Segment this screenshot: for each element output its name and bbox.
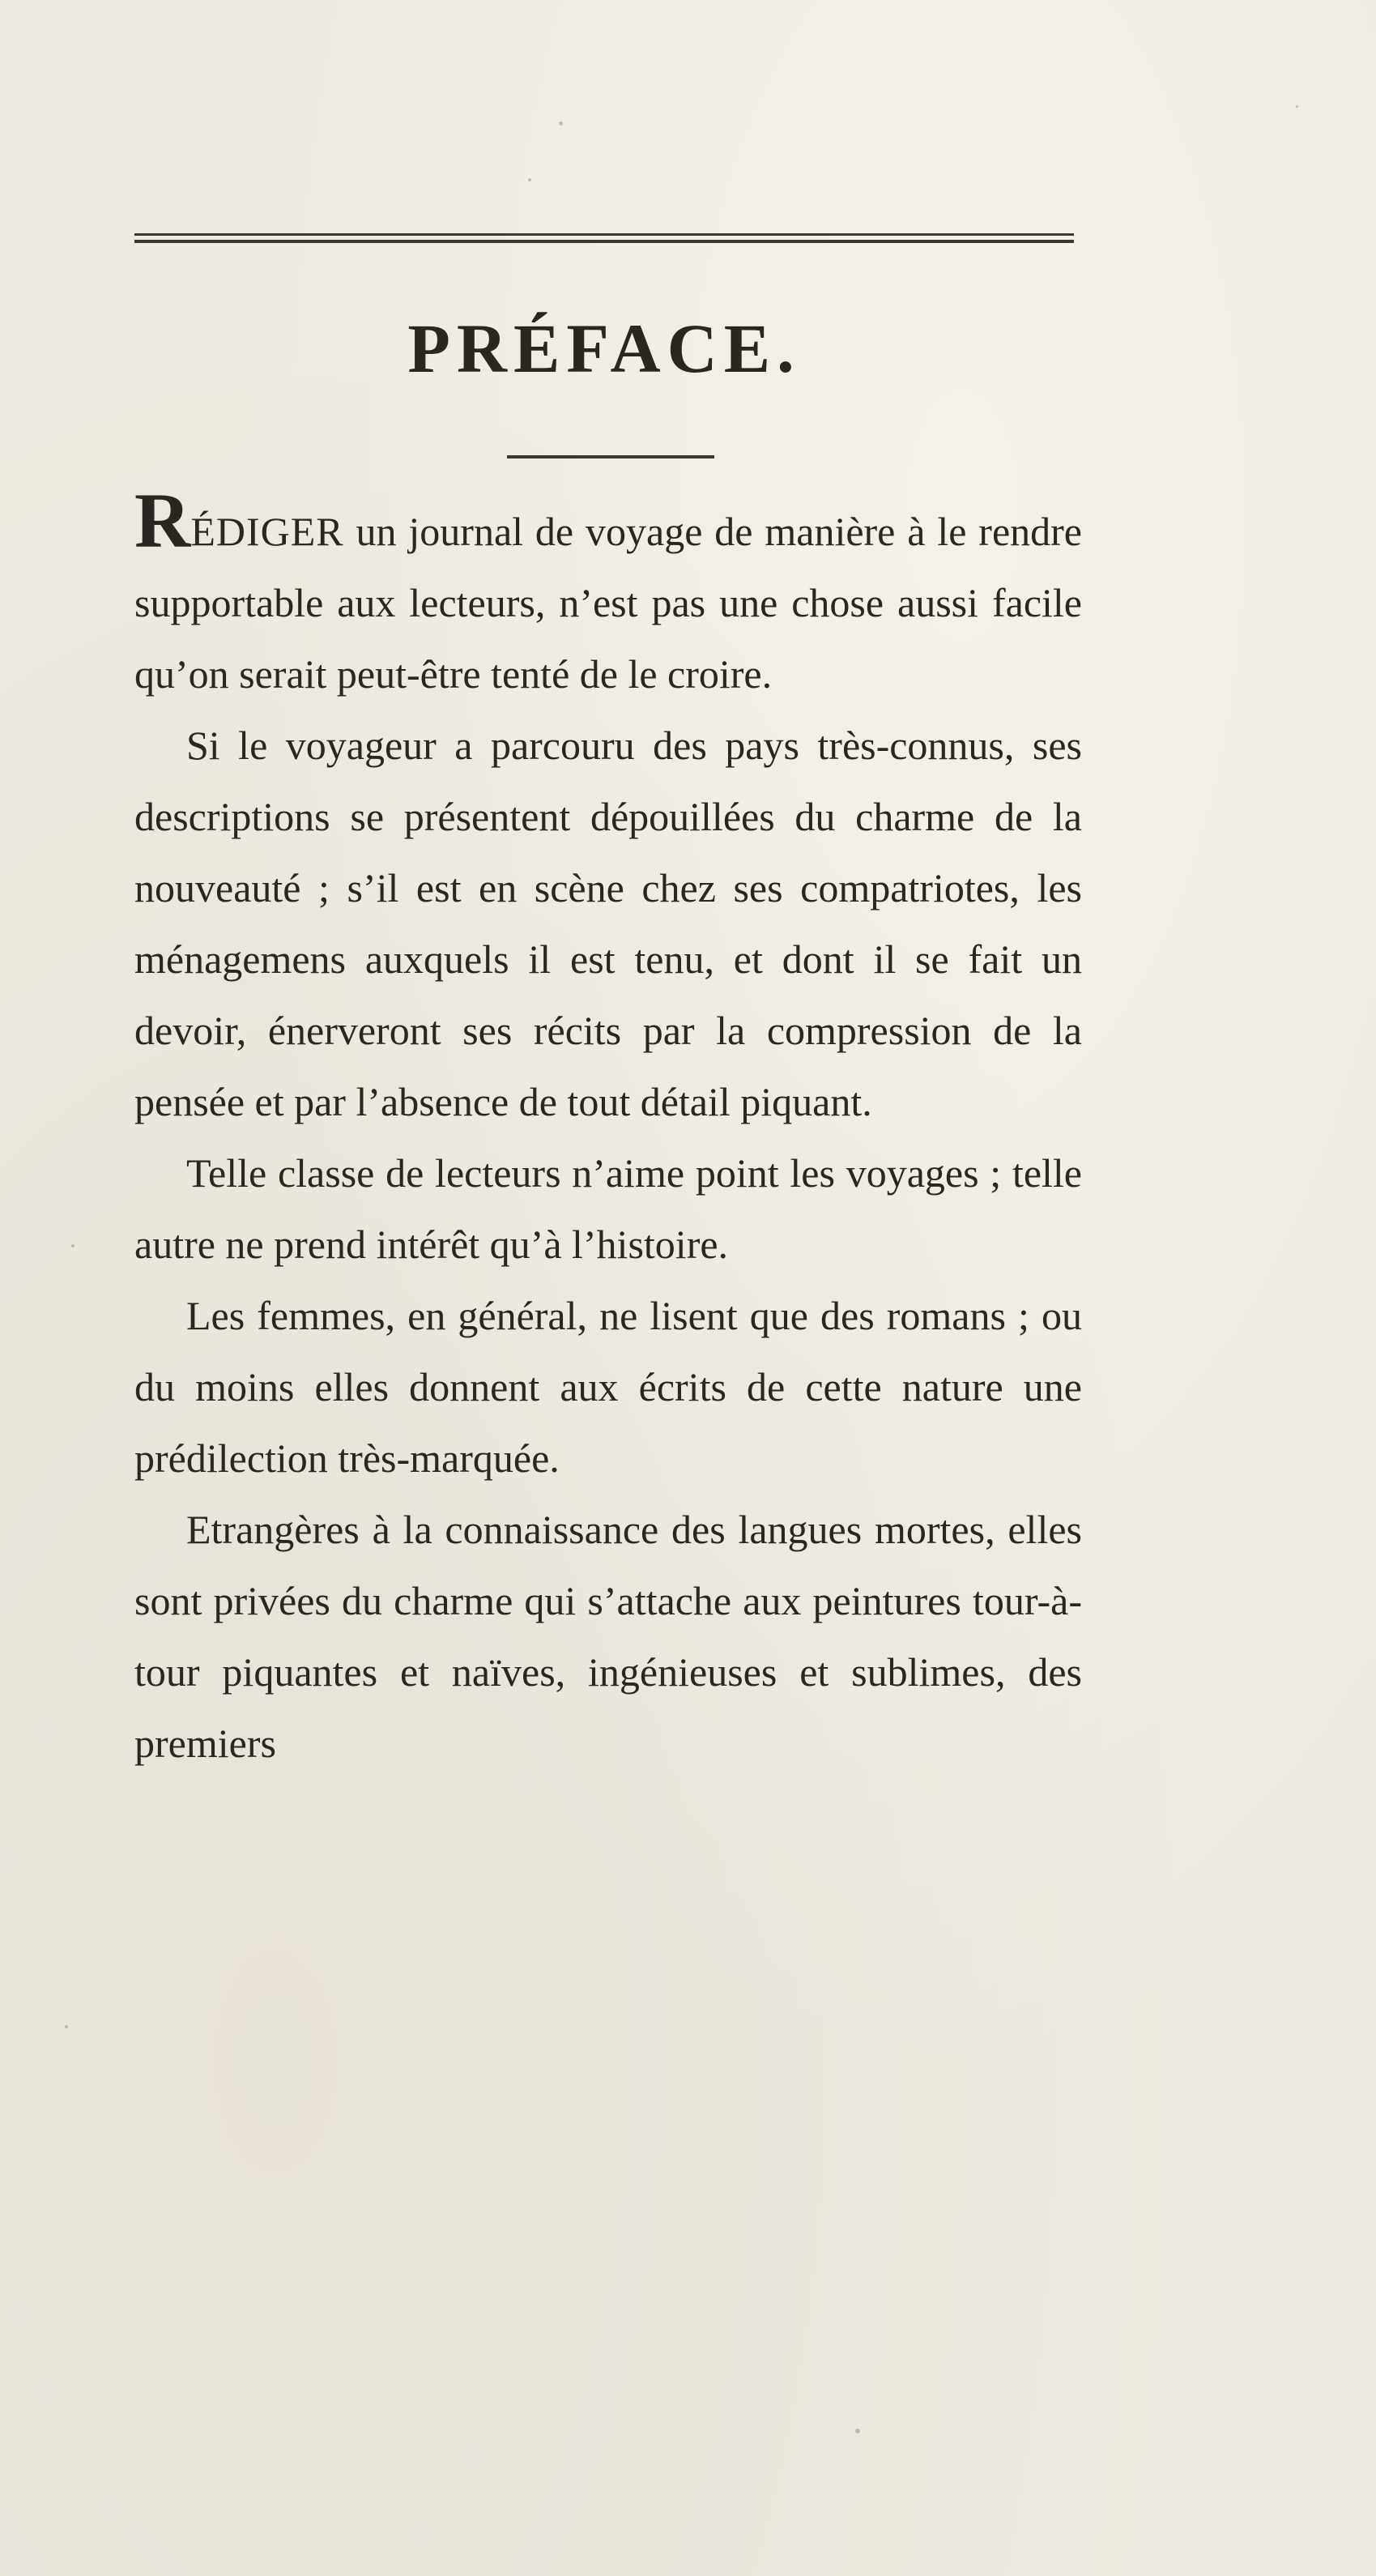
paragraph-1 [134, 477, 1082, 710]
paragraph-text: Si le voyageur a parcouru des pays très-connus, ses descriptions se présentent dépouillées du charme de la nouveauté ; s’il est en scène chez ses compatriotes, les ménagemens auxquels il est tenu, et dont il se fait un devoir, énerveront ses récits par la compression de la pensée et par l’absence de tout détail piquant. [134, 723, 1082, 1124]
paragraph-3 [134, 1137, 1082, 1280]
header-rule-thin [134, 233, 1074, 236]
paragraph-text: un journal de voyage de manière à le rendre supportable aux lecteurs, n’est pas une chose aussi facile qu’on serait peut-être tenté de le croire. [134, 509, 1082, 697]
body-text [134, 477, 1082, 1779]
paper-speck [528, 178, 531, 181]
paragraph-text: Etrangères à la connaissance des langues mortes, elles sont privées du charme qui s’attache aux peintures tour-à-tour piquantes et naïves, ingénieuses et sublimes, des premiers [134, 1507, 1082, 1766]
paragraph-5 [134, 1494, 1082, 1779]
paper-speck [71, 1244, 75, 1247]
header-rule-thick [134, 240, 1074, 243]
paragraph-text: Les femmes, en général, ne lisent que des romans ; ou du moins elles donnent aux écrits de cette nature une prédilection très-marquée. [134, 1293, 1082, 1481]
page-title: PRÉFACE. [407, 309, 801, 387]
paper-speck [855, 2429, 860, 2433]
header-double-rule [134, 233, 1074, 245]
title-underline-rule [507, 455, 714, 458]
paper-speck [1296, 105, 1298, 108]
paragraph-text: Telle classe de lecteurs n’aime point les voyages ; telle autre ne prend intérêt qu’à l’histoire. [134, 1150, 1082, 1267]
paragraph-4 [134, 1280, 1082, 1494]
paper-speck [559, 122, 563, 126]
paper-speck [65, 2025, 68, 2028]
small-caps-word: ÉDIGER [190, 509, 344, 554]
drop-cap: R [134, 477, 191, 564]
paragraph-2 [134, 710, 1082, 1137]
